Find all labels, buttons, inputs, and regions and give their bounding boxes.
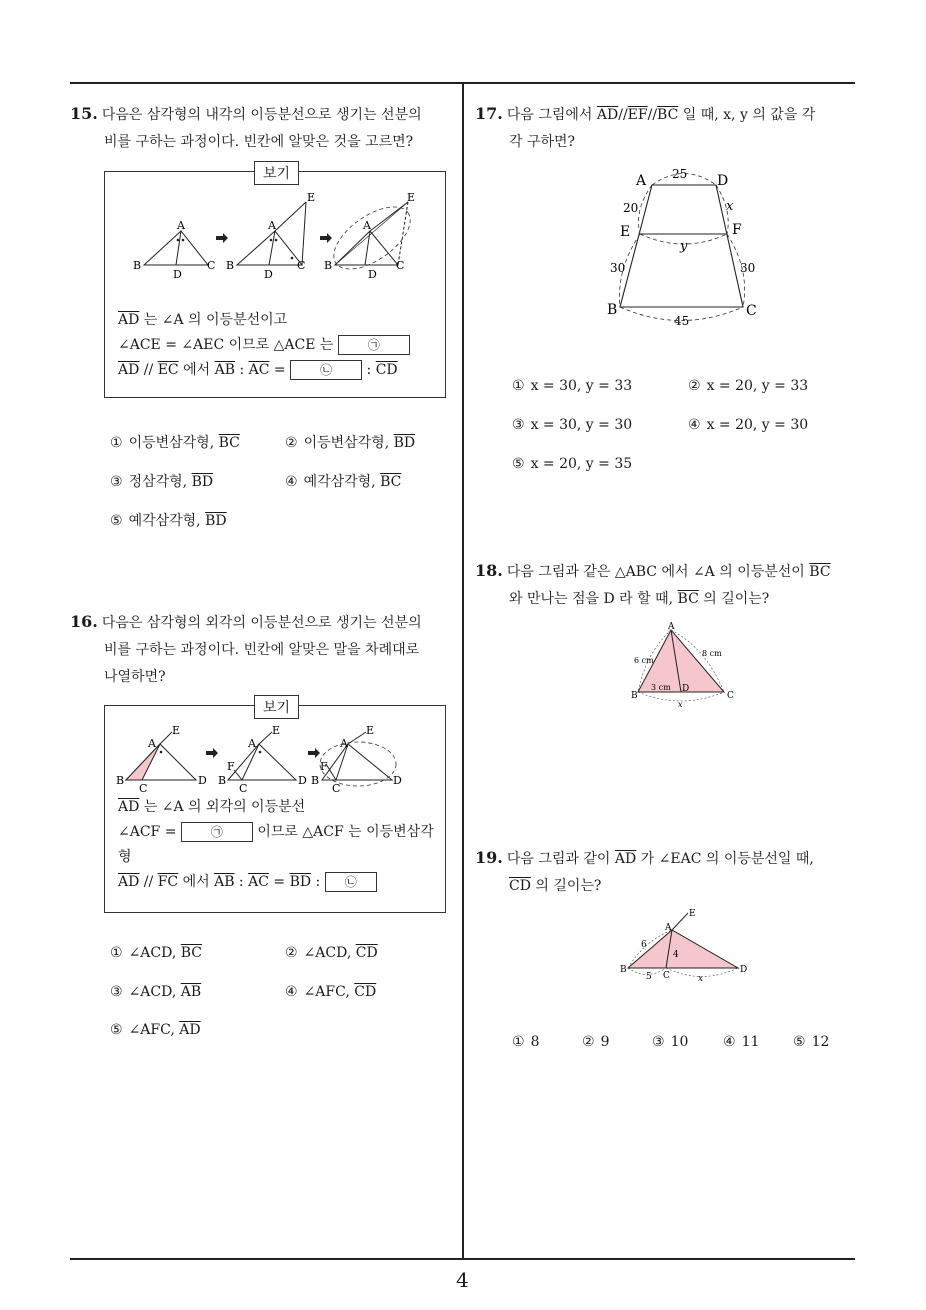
q16-line4-mid1: // xyxy=(139,874,158,890)
q17-len-left-down: 30 xyxy=(610,261,626,275)
q19-text-pre: 다음 그림과 같이 xyxy=(506,851,615,867)
q16-option-2[interactable]: ② ∠ACD, $\overline{CD}$ xyxy=(285,945,378,961)
q15-text-line2: 비를 구하는 과정이다. 빈칸에 알맞은 것을 고르면? xyxy=(104,134,414,150)
q17-len-left-up: 20 xyxy=(623,201,639,215)
q16-option-5[interactable]: ⑤ ∠AFC, $\overline{AD}$ xyxy=(110,1022,201,1038)
q16-arrow1-icon xyxy=(206,748,218,758)
q16-figure xyxy=(112,722,412,797)
q15-fig2-label-e: E xyxy=(307,191,316,204)
q16-fig3-label-e: E xyxy=(366,724,375,737)
q16-line2-post: 이므로 △ACF 는 이등변삼각 xyxy=(252,824,434,840)
q16-box-line4 xyxy=(118,871,377,892)
q17-label-e: E xyxy=(620,224,631,240)
q15-blank2: ㉡ xyxy=(290,360,362,380)
q15-box-title: 보기 xyxy=(254,161,299,185)
q18-var-x: x xyxy=(678,700,683,709)
page-number: 4 xyxy=(456,1268,469,1292)
q15-fig1-label-d: D xyxy=(173,268,182,281)
q16-line2-pre: ∠ACF = xyxy=(118,824,177,840)
q18-figure xyxy=(626,618,746,710)
q15-option-4[interactable]: ④ 예각삼각형, $\overline{BC}$ xyxy=(285,474,402,490)
q15-number: 15. xyxy=(70,104,98,123)
q19-len-ac: 4 xyxy=(673,950,679,960)
q15-option-3[interactable]: ③ 정삼각형, $\overline{BD}$ xyxy=(110,474,214,490)
q17-option-1[interactable]: ① x = 30, y = 33 xyxy=(512,378,633,394)
q19-text2-post: 의 길이는? xyxy=(530,878,602,894)
q17-len-bottom: 45 xyxy=(674,314,690,328)
q18-text-pre: 다음 그림과 같은 △ABC 에서 ∠A 의 이등분선이 xyxy=(506,564,810,580)
q15-fig2-label-d: D xyxy=(264,268,273,281)
q17-var-y: y xyxy=(680,239,688,254)
q17-label-f: F xyxy=(732,222,742,238)
q15-fig2-label-c: C xyxy=(297,259,306,272)
q16-text-line3: 나열하면? xyxy=(104,669,166,685)
q19-label-c: C xyxy=(663,971,670,981)
q15-question xyxy=(70,100,460,156)
q16-fig2-label-d: D xyxy=(298,774,307,787)
q19-len-bc: 5 xyxy=(646,972,652,982)
q15-arrow1-icon xyxy=(216,233,228,243)
q15-fig2-label-a: A xyxy=(268,219,276,232)
q15-line3-mid5: : xyxy=(362,362,376,378)
q15-option-5[interactable]: ⑤ 예각삼각형, $\overline{BD}$ xyxy=(110,513,227,529)
q16-fig3-label-a: A xyxy=(340,737,348,750)
q17-var-x: x xyxy=(726,199,734,214)
q16-box-line2 xyxy=(118,821,434,842)
q19-option-1[interactable]: ① 8 xyxy=(512,1034,540,1050)
q18-seg-bc2: $\overline{BC}$ xyxy=(677,591,699,607)
q19-seg-cd: $\overline{CD}$ xyxy=(509,878,531,894)
q15-line3-seg1: $\overline{AD}$ xyxy=(118,362,140,378)
q15-line1-text: 는 ∠A 의 이등분선이고 xyxy=(139,312,288,328)
q16-fig2-label-e: E xyxy=(272,724,281,737)
q18-text2-post: 의 길이는? xyxy=(698,591,770,607)
q16-blank1: ㉠ xyxy=(181,822,253,842)
q18-label-c: C xyxy=(727,691,734,701)
q16-line4-seg5: $\overline{BD}$ xyxy=(289,874,312,890)
q16-line4-seg4: $\overline{AC}$ xyxy=(248,874,269,890)
q16-fig1-label-a: A xyxy=(148,737,156,750)
q15-seg-ad: $\overline{AD}$ xyxy=(118,312,140,328)
q17-label-a: A xyxy=(636,173,647,189)
q15-line3-seg5: $\overline{CD}$ xyxy=(375,362,398,378)
q15-text-line1: 다음은 삼각형의 내각의 이등분선으로 생기는 선분의 xyxy=(101,107,422,123)
q19-label-b: B xyxy=(620,965,627,975)
q17-option-2[interactable]: ② x = 20, y = 33 xyxy=(688,378,809,394)
q16-line4-mid4: = xyxy=(268,874,290,890)
q16-fig3-label-f: F xyxy=(320,760,328,773)
q15-fig1-label-c: C xyxy=(207,259,216,272)
q15-fig3-label-e: E xyxy=(407,191,416,204)
q19-figure xyxy=(616,905,756,985)
q17-seg-bc: $\overline{BC}$ xyxy=(657,107,679,123)
q19-text-post: 가 ∠EAC 의 이등분선일 때, xyxy=(636,851,814,867)
q16-fig2-label-c: C xyxy=(239,782,248,795)
q17-option-4[interactable]: ④ x = 20, y = 30 xyxy=(688,417,809,433)
q17-label-c: C xyxy=(746,303,757,319)
q18-question xyxy=(475,557,865,613)
q15-arrow2-icon xyxy=(320,233,332,243)
q18-label-b: B xyxy=(631,691,638,701)
q16-fig1-label-e: E xyxy=(172,724,181,737)
q17-number: 17. xyxy=(475,104,503,123)
q15-box-line1 xyxy=(118,309,287,329)
q17-len-top: 25 xyxy=(672,167,688,181)
q19-label-d: D xyxy=(740,965,748,975)
q17-figure xyxy=(600,162,770,332)
q15-line3-seg4: $\overline{AC}$ xyxy=(248,362,270,378)
q15-line3-mid1: // xyxy=(139,362,158,378)
q16-line4-mid5: : xyxy=(311,874,325,890)
q16-line4-mid3: : xyxy=(234,874,249,890)
q18-text2-pre: 와 만나는 점을 D 라 할 때, xyxy=(509,591,678,607)
q16-line4-seg3: $\overline{AB}$ xyxy=(214,874,235,890)
q17-label-b: B xyxy=(607,302,618,318)
q15-box-line2 xyxy=(118,334,410,355)
q15-blank1: ㉠ xyxy=(338,335,410,355)
q15-fig1-label-b: B xyxy=(133,259,142,272)
q17-label-d: D xyxy=(717,173,729,189)
q15-line3-seg3: $\overline{AB}$ xyxy=(214,362,235,378)
q19-option-3[interactable]: ③ 10 xyxy=(652,1034,689,1050)
q15-option-1[interactable]: ① 이등변삼각형, $\overline{BC}$ xyxy=(110,435,240,451)
q18-len-ac: 8 cm xyxy=(702,649,722,658)
q17-sep1: // xyxy=(618,107,628,123)
q15-fig3-label-d: D xyxy=(368,268,377,281)
q17-text-line2: 각 구하면? xyxy=(509,134,576,150)
q19-number: 19. xyxy=(475,848,503,867)
q16-option-4[interactable]: ④ ∠AFC, $\overline{CD}$ xyxy=(285,984,377,1000)
q16-number: 16. xyxy=(70,612,98,631)
q15-fig1-label-a: A xyxy=(177,219,185,232)
q19-len-ab: 6 xyxy=(641,940,647,950)
q15-option-2[interactable]: ② 이등변삼각형, $\overline{BD}$ xyxy=(285,435,416,451)
q15-fig3-label-c: C xyxy=(396,259,405,272)
q16-arrow2-icon xyxy=(308,748,320,758)
q17-text-pre: 다음 그림에서 xyxy=(506,107,597,123)
q16-fig2-label-a: A xyxy=(248,737,256,750)
q17-option-5[interactable]: ⑤ x = 20, y = 35 xyxy=(512,456,633,472)
q16-fig3-label-c: C xyxy=(332,782,341,795)
q16-question xyxy=(70,608,460,691)
q16-fig2-label-f: F xyxy=(227,760,235,773)
q16-line1-text: 는 ∠A 의 외각의 이등분선 xyxy=(139,799,306,815)
q16-fig3-label-b: B xyxy=(311,774,320,787)
q15-fig3-label-a: A xyxy=(363,219,371,232)
q19-label-e: E xyxy=(689,909,696,919)
q18-len-bd: 3 cm xyxy=(651,683,671,692)
q16-fig1-label-b: B xyxy=(116,774,125,787)
q16-option-1[interactable]: ① ∠ACD, $\overline{BC}$ xyxy=(110,945,203,961)
q19-question xyxy=(475,844,865,900)
q17-len-right-down: 30 xyxy=(740,261,756,275)
q17-seg-ad: $\overline{AD}$ xyxy=(596,107,619,123)
q19-option-4[interactable]: ④ 11 xyxy=(723,1034,760,1050)
q15-line3-seg2: $\overline{EC}$ xyxy=(157,362,179,378)
q17-sep2: // xyxy=(647,107,658,123)
q17-option-3[interactable]: ③ x = 30, y = 30 xyxy=(512,417,633,433)
column-divider xyxy=(462,82,464,1259)
q16-box-line1 xyxy=(118,796,305,816)
q18-number: 18. xyxy=(475,561,503,580)
q15-line3-mid2: 에서 xyxy=(178,362,215,378)
q15-line3-mid3: : xyxy=(234,362,249,378)
q15-fig3-label-b: B xyxy=(324,259,333,272)
q16-fig1-label-c: C xyxy=(139,782,148,795)
q18-label-d: D xyxy=(682,684,690,694)
q16-line4-seg2: $\overline{FC}$ xyxy=(157,874,179,890)
q15-line3-mid4: = xyxy=(269,362,291,378)
q18-label-a: A xyxy=(668,622,675,632)
q15-fig2-label-b: B xyxy=(226,259,235,272)
q16-text-line1: 다음은 삼각형의 외각의 이등분선으로 생기는 선분의 xyxy=(101,615,422,631)
bottom-rule xyxy=(70,1258,855,1260)
q19-option-2[interactable]: ② 9 xyxy=(582,1034,610,1050)
q18-seg-bc: $\overline{BC}$ xyxy=(809,564,831,580)
q16-line4-seg1: $\overline{AD}$ xyxy=(118,874,140,890)
q19-option-5[interactable]: ⑤ 12 xyxy=(793,1034,830,1050)
q16-text-line2: 비를 구하는 과정이다. 빈칸에 알맞은 말을 차례대로 xyxy=(104,642,420,658)
q16-box-line3: 형 xyxy=(118,849,132,865)
q15-figure xyxy=(130,188,430,283)
q18-len-ab: 6 cm xyxy=(634,656,654,665)
q15-box-line3 xyxy=(118,359,398,380)
q15-line2-text: ∠ACE = ∠AEC 이므로 △ACE 는 xyxy=(118,337,334,353)
q17-text-post: 일 때, x, y 의 값을 각 xyxy=(678,107,816,123)
q16-option-3[interactable]: ③ ∠ACD, $\overline{AB}$ xyxy=(110,984,202,1000)
q19-var-x: x xyxy=(698,974,704,984)
q16-fig2-label-b: B xyxy=(218,774,227,787)
q16-line4-mid2: 에서 xyxy=(178,874,215,890)
q17-seg-ef: $\overline{EF}$ xyxy=(627,107,648,123)
q16-blank2: ㉡ xyxy=(325,872,377,892)
q19-label-a: A xyxy=(665,923,672,933)
q16-box-title: 보기 xyxy=(254,695,299,719)
q16-fig1-label-d: D xyxy=(198,774,207,787)
q16-seg-ad: $\overline{AD}$ xyxy=(118,799,140,815)
q17-question xyxy=(475,100,860,156)
q19-seg-ad: $\overline{AD}$ xyxy=(614,851,637,867)
q16-fig3-label-d: D xyxy=(393,774,402,787)
